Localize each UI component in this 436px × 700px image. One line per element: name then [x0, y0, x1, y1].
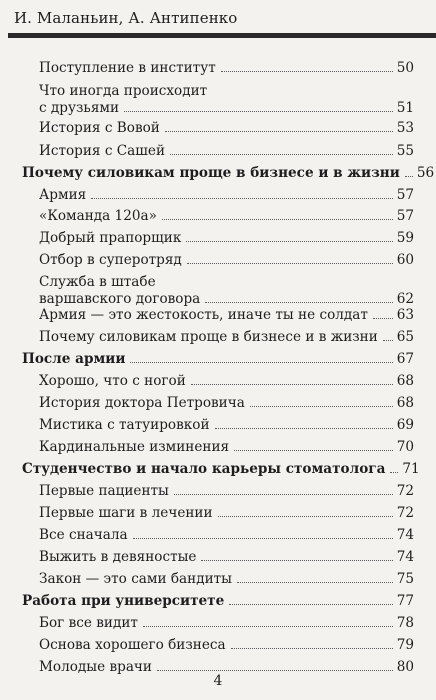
toc-entry-title-continued: варшавского договора [39, 291, 201, 307]
toc-chapter-title: Студенчество и начало карьеры стоматолога [22, 461, 386, 477]
toc-entry-title: Добрый прапорщик [39, 230, 182, 246]
toc-leader-dots [234, 450, 393, 451]
toc-entry-title: Поступление в институт [39, 60, 216, 76]
toc-entry [39, 483, 414, 500]
toc-entry-page: 72 [396, 505, 414, 521]
toc-entry-title: Хорошо, что с ногой [39, 373, 186, 389]
toc-entry [39, 187, 414, 204]
toc-entry-page: 60 [396, 252, 414, 268]
toc-entry [39, 60, 414, 77]
toc-entry-page: 70 [396, 439, 414, 455]
toc-leader-dots [373, 318, 393, 319]
toc-chapter [22, 593, 414, 610]
toc-entry-page: 55 [396, 143, 414, 159]
toc-leader-dots [143, 626, 393, 627]
toc-entry-title: Служба в штабе [39, 274, 156, 290]
toc-entry-title: Выжить в девяностые [39, 549, 197, 565]
toc-entry-page: 72 [396, 483, 414, 499]
toc-entry-title: Армия — это жестокость, иначе ты не солдат [39, 307, 368, 323]
toc-entry-title: История доктора Петровича [39, 395, 245, 411]
toc-entry [39, 439, 414, 456]
toc-entry-page: 57 [396, 187, 414, 203]
toc-entry-page: 78 [396, 615, 414, 631]
toc-entry [39, 615, 414, 632]
toc-entry-title: Отбор в суперотряд [39, 252, 182, 268]
toc-leader-dots [133, 538, 393, 539]
toc-leader-dots [221, 71, 393, 72]
page-number: 4 [213, 673, 223, 689]
toc-entry-page: 79 [396, 637, 414, 653]
toc-leader-dots [124, 111, 393, 112]
toc-entry-title: Первые шаги в лечении [39, 505, 213, 521]
toc-leader-dots [162, 219, 393, 220]
toc-entry-page: 51 [396, 100, 414, 116]
toc-leader-dots [187, 263, 393, 264]
toc-entry [39, 527, 414, 544]
toc-entry [39, 417, 414, 434]
toc-leader-dots [218, 516, 393, 517]
toc-leader-dots [205, 302, 392, 303]
toc-entry-page: 57 [396, 208, 414, 224]
toc-entry-title: Бог все видит [39, 615, 138, 631]
toc-leader-dots [237, 582, 393, 583]
toc-chapter-page: 77 [396, 593, 414, 609]
toc-entry-page: 68 [396, 373, 414, 389]
toc-entry [39, 307, 414, 324]
toc-leader-dots [170, 154, 393, 155]
toc-entry-title: История с Сашей [39, 143, 166, 159]
toc-leader-dots [390, 472, 398, 473]
toc-entry-title: Молодые врачи [39, 659, 152, 675]
toc-leader-dots [201, 560, 392, 561]
toc-entry [39, 83, 414, 117]
toc-leader-dots [405, 176, 413, 177]
running-header-authors: И. Маланьин, А. Антипенко [14, 9, 238, 27]
toc-chapter-page: 71 [402, 461, 420, 477]
toc-leader-dots [231, 648, 393, 649]
toc-chapter-title: После армии [22, 351, 126, 367]
toc-entry-page: 50 [396, 60, 414, 76]
toc-entry-title: Кардинальные изминения [39, 439, 230, 455]
toc-entry-title: Основа хорошего бизнеса [39, 637, 226, 653]
toc-entry [39, 505, 414, 522]
toc-entry-title-continued: с друзьями [39, 100, 120, 116]
toc-entry-page: 69 [396, 417, 414, 433]
toc-entry [39, 230, 414, 247]
toc-entry-page: 65 [396, 329, 414, 345]
toc-entry-title: История с Вовой [39, 120, 160, 136]
toc-entry [39, 208, 414, 225]
toc-entry-page: 53 [396, 120, 414, 136]
toc-entry-title: «Команда 120а» [39, 208, 157, 224]
toc-leader-dots [130, 362, 392, 363]
toc-leader-dots [250, 406, 393, 407]
toc-entry-page: 59 [396, 230, 414, 246]
toc-leader-dots [191, 384, 393, 385]
toc-leader-dots [165, 131, 393, 132]
toc-entry [39, 637, 414, 654]
toc-leader-dots [174, 494, 393, 495]
toc-leader-dots [215, 428, 393, 429]
toc-entry [39, 274, 414, 308]
toc-leader-dots [229, 604, 392, 605]
toc-entry [39, 143, 414, 160]
toc-chapter-page: 67 [396, 351, 414, 367]
toc-chapter [22, 165, 435, 182]
toc-leader-dots [383, 340, 393, 341]
toc-leader-dots [157, 670, 393, 671]
toc-entry-title: Почему силовикам проще в бизнесе и в жизни [39, 329, 378, 345]
toc-entry-title: Первые пациенты [39, 483, 169, 499]
toc-entry-page: 74 [396, 549, 414, 565]
toc-entry-title: Все сначала [39, 527, 128, 543]
toc-leader-dots [91, 198, 392, 199]
toc-entry [39, 571, 414, 588]
toc-entry-title: Мистика с татуировкой [39, 417, 210, 433]
toc-entry [39, 329, 414, 346]
toc-entry-title: Что иногда происходит [39, 83, 208, 99]
toc-entry-page: 75 [396, 571, 414, 587]
toc-entry-page: 74 [396, 527, 414, 543]
toc-chapter-page: 56 [416, 165, 435, 181]
toc-chapter [22, 461, 420, 478]
toc-entry-page: 80 [396, 659, 414, 675]
toc-entry-title: Армия [39, 187, 87, 203]
toc-leader-dots [186, 241, 392, 242]
toc-entry-page: 68 [396, 395, 414, 411]
toc-entry-title: Закон — это сами бандиты [39, 571, 232, 587]
toc-entry [39, 373, 414, 390]
toc-chapter-title: Работа при университете [22, 593, 225, 609]
toc-entry [39, 395, 414, 412]
toc-entry-page: 62 [396, 291, 414, 307]
toc-entry-page: 63 [396, 307, 414, 323]
toc-chapter [22, 351, 414, 368]
toc-entry [39, 120, 414, 137]
toc-entry [39, 549, 414, 566]
toc-entry [39, 252, 414, 269]
toc-chapter-title: Почему силовикам проще в бизнесе и в жизни [22, 165, 400, 181]
